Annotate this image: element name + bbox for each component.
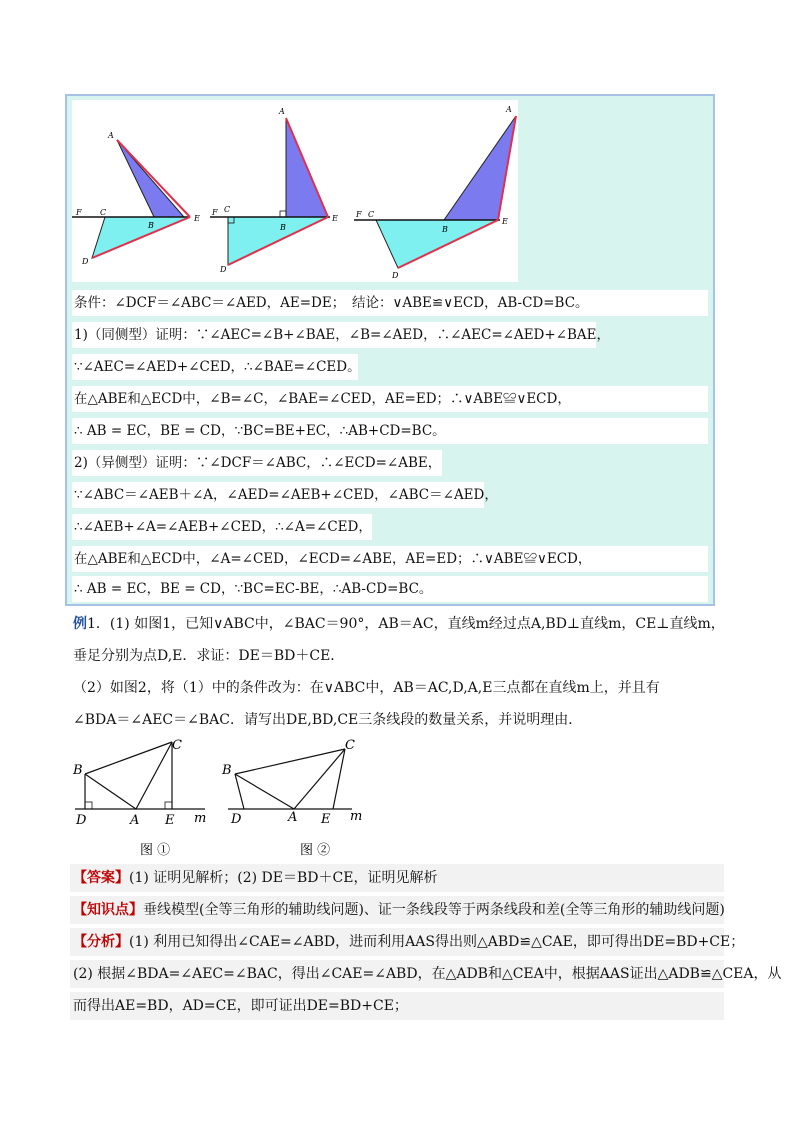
ex1-label-a: A bbox=[130, 813, 140, 828]
analysis-text-1: (1) 利用已知得出∠CAE=∠ABD，进而利用AAS得出则△ABD≌△CAE，即可得出DE=BD+CE； bbox=[129, 934, 745, 950]
ex2-label-d: D bbox=[231, 812, 242, 827]
analysis-tag: 【分析】 bbox=[73, 934, 129, 950]
ex2-label-a: A bbox=[288, 810, 298, 825]
analysis-line-2: (2) 根据∠BDA=∠AEC=∠BAC，得出∠CAE=∠ABD，在△ADB和△CEA中，根据AAS证出△ADB≌△CEA，从 bbox=[73, 966, 782, 982]
analysis-line-3: 而得出AE=BD，AD=CE，即可证出DE=BD+CE； bbox=[73, 998, 408, 1014]
proof-line-5: ∵∠ABC＝∠AEB＋∠A，∠AED=∠AEB+∠CED，∠ABC＝∠AED， bbox=[74, 487, 498, 503]
proof-line-1: ∵∠AEC=∠AED+∠CED，∴∠BAE=∠CED。 bbox=[74, 359, 361, 375]
example-figures bbox=[70, 734, 370, 862]
knowledge-line bbox=[73, 896, 725, 924]
ex2-label-m: m bbox=[350, 809, 363, 824]
ex1-label-e: E bbox=[165, 813, 175, 828]
f2-label-e: E bbox=[332, 214, 338, 223]
figures-panel bbox=[72, 100, 518, 282]
f1-label-b: B bbox=[148, 221, 154, 230]
f2-label-d: D bbox=[220, 265, 227, 274]
conditions-line: 条件：∠DCF＝∠ABC＝∠AED，AE=DE； 结论：∨ABE≌∨ECD，AB-CD=BC。 bbox=[74, 295, 589, 311]
proof-line-3: ∴ AB = EC，BE = CD，∵BC=BE+EC，∴AB+CD=BC。 bbox=[74, 423, 446, 439]
f3-label-f: F bbox=[356, 210, 362, 219]
f1-label-f: F bbox=[76, 208, 82, 217]
f1-label-e: E bbox=[194, 214, 200, 223]
answer-tag: 【答案】 bbox=[73, 870, 129, 886]
example-line-3: （2）如图2，将（1）中的条件改为：在∨ABC中，AB＝AC,D,A,E三点都在直线m上，并且有 bbox=[73, 680, 660, 696]
figure-same-side-1 bbox=[72, 131, 200, 266]
f3-label-b: B bbox=[442, 225, 448, 234]
ex1-label-d: D bbox=[76, 813, 87, 828]
proof-line-7: 在△ABE和△ECD中，∠A=∠CED，∠ECD=∠ABE，AE=ED；∴∨ABE≌∨ECD， bbox=[74, 551, 592, 567]
example-line-1 bbox=[73, 610, 725, 638]
proof-line-6: ∴∠AEB+∠A=∠AEB+∠CED，∴∠A=∠CED， bbox=[74, 519, 372, 535]
ex1-label-c: C bbox=[172, 738, 182, 753]
example-text-1: 1．(1) 如图1，已知∨ABC中，∠BAC＝90°，AB＝AC，直线m经过点A,BD⊥直线m，CE⊥直线m， bbox=[87, 616, 725, 632]
f2-label-f: F bbox=[212, 208, 218, 217]
ex1-caption: 图 ① bbox=[140, 843, 171, 858]
ex2-caption: 图 ② bbox=[300, 843, 331, 858]
example-tag: 例 bbox=[73, 616, 87, 632]
ex1-label-b: B bbox=[73, 763, 83, 778]
ex1-label-m: m bbox=[194, 811, 207, 826]
f3-label-c: C bbox=[368, 210, 375, 219]
proof-line-8: ∴ AB = EC，BE = CD，∵BC=EC-BE，∴AB-CD=BC。 bbox=[74, 581, 433, 597]
example-line-2: 垂足分别为点D,E．求证：DE＝BD＋CE． bbox=[73, 648, 345, 664]
example-figure-1 bbox=[72, 738, 206, 858]
knowledge-tag: 【知识点】 bbox=[73, 902, 143, 918]
knowledge-text: 垂线模型(全等三角形的辅助线问题)、证一条线段等于两条线段和差(全等三角形的辅助线问题) bbox=[143, 902, 725, 918]
f2-label-a: A bbox=[279, 107, 285, 116]
f3-label-d: D bbox=[392, 271, 399, 280]
example-line-4: ∠BDA＝∠AEC＝∠BAC．请写出DE,BD,CE三条线段的数量关系，并说明理由． bbox=[73, 712, 583, 728]
example-figure-2 bbox=[221, 738, 362, 858]
answer-line bbox=[73, 864, 437, 892]
f2-label-b: B bbox=[280, 223, 286, 232]
figure-opposite-side bbox=[354, 105, 516, 280]
ex2-label-e: E bbox=[321, 812, 331, 827]
proof-line-0: 1)（同侧型）证明：∵∠AEC=∠B+∠BAE，∠B=∠AED，∴∠AEC=∠AED+∠BAE， bbox=[74, 327, 611, 343]
f3-label-e: E bbox=[502, 217, 508, 226]
f1-label-d: D bbox=[82, 257, 89, 266]
f1-label-a: A bbox=[108, 131, 114, 140]
proof-line-4: 2)（异侧型）证明：∵∠DCF＝∠ABC，∴∠ECD=∠ABE， bbox=[74, 455, 442, 471]
three-triangle-figures bbox=[72, 100, 518, 282]
ex2-label-b: B bbox=[222, 763, 232, 778]
answer-text: (1) 证明见解析；(2) DE＝BD＋CE，证明见解析 bbox=[129, 870, 438, 886]
f3-label-a: A bbox=[506, 105, 512, 114]
analysis-line-1 bbox=[73, 928, 744, 956]
f2-label-c: C bbox=[224, 205, 231, 214]
figure-same-side-2 bbox=[210, 107, 338, 274]
ex2-label-c: C bbox=[345, 738, 355, 753]
f1-label-c: C bbox=[100, 208, 107, 217]
proof-line-2: 在△ABE和△ECD中，∠B=∠C，∠BAE=∠CED，AE=ED；∴∨ABE≌∨ECD， bbox=[74, 391, 571, 407]
